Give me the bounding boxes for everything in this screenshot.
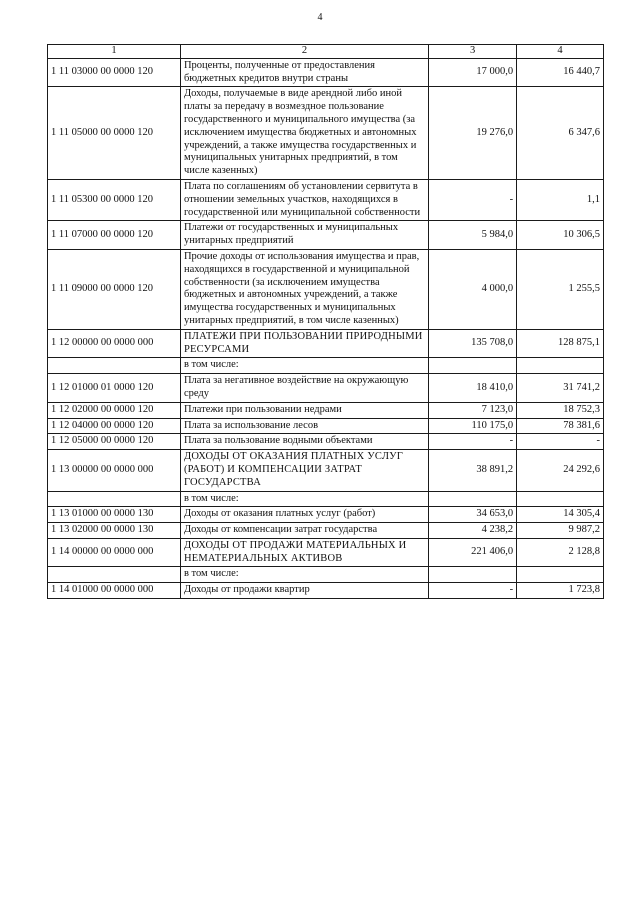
planned-amount-cell: 135 708,0 bbox=[429, 329, 517, 358]
planned-amount-cell: - bbox=[429, 179, 517, 220]
table-row bbox=[48, 179, 604, 220]
planned-amount-cell: 38 891,2 bbox=[429, 450, 517, 491]
column-header-1: 1 bbox=[48, 45, 181, 59]
actual-amount-cell: - bbox=[517, 434, 604, 450]
table-row bbox=[48, 523, 604, 539]
budget-code-cell bbox=[48, 567, 181, 583]
actual-amount-cell: 6 347,6 bbox=[517, 87, 604, 180]
revenue-name-cell: в том числе: bbox=[180, 358, 428, 374]
actual-amount-cell: 1,1 bbox=[517, 179, 604, 220]
budget-code-cell: 1 11 05000 00 0000 120 bbox=[48, 87, 181, 180]
table-body bbox=[48, 58, 604, 598]
planned-amount-cell bbox=[429, 491, 517, 507]
actual-amount-cell: 2 128,8 bbox=[517, 538, 604, 567]
revenue-name-cell: Плата за использование лесов bbox=[180, 418, 428, 434]
budget-code-cell: 1 11 07000 00 0000 120 bbox=[48, 221, 181, 250]
actual-amount-cell: 9 987,2 bbox=[517, 523, 604, 539]
actual-amount-cell: 24 292,6 bbox=[517, 450, 604, 491]
budget-code-cell: 1 11 05300 00 0000 120 bbox=[48, 179, 181, 220]
table-row bbox=[48, 583, 604, 599]
planned-amount-cell bbox=[429, 358, 517, 374]
budget-code-cell: 1 13 00000 00 0000 000 bbox=[48, 450, 181, 491]
budget-code-cell: 1 12 04000 00 0000 120 bbox=[48, 418, 181, 434]
budget-code-cell bbox=[48, 491, 181, 507]
actual-amount-cell bbox=[517, 567, 604, 583]
table-row bbox=[48, 329, 604, 358]
table-row bbox=[48, 418, 604, 434]
budget-code-cell bbox=[48, 358, 181, 374]
revenue-name-cell: Прочие доходы от использования имущества и прав, находящихся в государственной и муниципальной собственности (за исключением имущества бюджетных и автономных учреждений, а также имущества государственных и муниципальных унитарных предприятий, в том числе казенных) bbox=[180, 249, 428, 329]
actual-amount-cell: 10 306,5 bbox=[517, 221, 604, 250]
planned-amount-cell: - bbox=[429, 434, 517, 450]
revenue-name-cell: в том числе: bbox=[180, 567, 428, 583]
budget-code-cell: 1 12 02000 00 0000 120 bbox=[48, 402, 181, 418]
actual-amount-cell: 18 752,3 bbox=[517, 402, 604, 418]
planned-amount-cell: 7 123,0 bbox=[429, 402, 517, 418]
planned-amount-cell: 19 276,0 bbox=[429, 87, 517, 180]
budget-code-cell: 1 14 00000 00 0000 000 bbox=[48, 538, 181, 567]
revenue-name-cell: Платежи от государственных и муниципальных унитарных предприятий bbox=[180, 221, 428, 250]
table-row bbox=[48, 567, 604, 583]
revenue-name-cell: ПЛАТЕЖИ ПРИ ПОЛЬЗОВАНИИ ПРИРОДНЫМИ РЕСУРСАМИ bbox=[180, 329, 428, 358]
table-row bbox=[48, 358, 604, 374]
planned-amount-cell: 34 653,0 bbox=[429, 507, 517, 523]
table-row bbox=[48, 507, 604, 523]
table-row bbox=[48, 402, 604, 418]
budget-code-cell: 1 11 09000 00 0000 120 bbox=[48, 249, 181, 329]
revenue-name-cell: Плата за пользование водными объектами bbox=[180, 434, 428, 450]
column-header-3: 3 bbox=[429, 45, 517, 59]
planned-amount-cell bbox=[429, 567, 517, 583]
actual-amount-cell bbox=[517, 358, 604, 374]
column-number-row bbox=[48, 45, 604, 59]
budget-code-cell: 1 13 01000 00 0000 130 bbox=[48, 507, 181, 523]
budget-code-cell: 1 12 01000 01 0000 120 bbox=[48, 374, 181, 403]
revenue-name-cell: ДОХОДЫ ОТ ПРОДАЖИ МАТЕРИАЛЬНЫХ И НЕМАТЕРИАЛЬНЫХ АКТИВОВ bbox=[180, 538, 428, 567]
actual-amount-cell: 14 305,4 bbox=[517, 507, 604, 523]
table-row bbox=[48, 221, 604, 250]
column-header-4: 4 bbox=[517, 45, 604, 59]
planned-amount-cell: 110 175,0 bbox=[429, 418, 517, 434]
budget-code-cell: 1 12 05000 00 0000 120 bbox=[48, 434, 181, 450]
actual-amount-cell: 1 255,5 bbox=[517, 249, 604, 329]
actual-amount-cell: 1 723,8 bbox=[517, 583, 604, 599]
page-number: 4 bbox=[317, 12, 323, 23]
actual-amount-cell: 128 875,1 bbox=[517, 329, 604, 358]
revenue-name-cell: Доходы от оказания платных услуг (работ) bbox=[180, 507, 428, 523]
revenue-name-cell: Проценты, полученные от предоставления бюджетных кредитов внутри страны bbox=[180, 58, 428, 87]
planned-amount-cell: 4 238,2 bbox=[429, 523, 517, 539]
planned-amount-cell: 4 000,0 bbox=[429, 249, 517, 329]
table-row bbox=[48, 249, 604, 329]
budget-code-cell: 1 14 01000 00 0000 000 bbox=[48, 583, 181, 599]
revenue-name-cell: Доходы, получаемые в виде арендной либо иной платы за передачу в возмездное пользование государственного и муниципального имущества (за исключением имущества бюджетных и автономных учреждений, а также имущества государственных и муниципальных унитарных предприятий, в том числе казенных) bbox=[180, 87, 428, 180]
revenue-name-cell: в том числе: bbox=[180, 491, 428, 507]
table-row bbox=[48, 87, 604, 180]
budget-code-cell: 1 13 02000 00 0000 130 bbox=[48, 523, 181, 539]
table-row bbox=[48, 538, 604, 567]
actual-amount-cell: 31 741,2 bbox=[517, 374, 604, 403]
column-header-2: 2 bbox=[180, 45, 428, 59]
revenue-name-cell: Доходы от компенсации затрат государства bbox=[180, 523, 428, 539]
revenue-table bbox=[47, 44, 604, 599]
planned-amount-cell: 5 984,0 bbox=[429, 221, 517, 250]
planned-amount-cell: 221 406,0 bbox=[429, 538, 517, 567]
table-row bbox=[48, 491, 604, 507]
actual-amount-cell: 16 440,7 bbox=[517, 58, 604, 87]
planned-amount-cell: 18 410,0 bbox=[429, 374, 517, 403]
actual-amount-cell: 78 381,6 bbox=[517, 418, 604, 434]
table-row bbox=[48, 450, 604, 491]
actual-amount-cell bbox=[517, 491, 604, 507]
planned-amount-cell: 17 000,0 bbox=[429, 58, 517, 87]
revenue-name-cell: ДОХОДЫ ОТ ОКАЗАНИЯ ПЛАТНЫХ УСЛУГ (РАБОТ) И КОМПЕНСАЦИИ ЗАТРАТ ГОСУДАРСТВА bbox=[180, 450, 428, 491]
table-row bbox=[48, 434, 604, 450]
revenue-name-cell: Плата по соглашениям об установлении сервитута в отношении земельных участков, находящихся в государственной или муниципальной собственности bbox=[180, 179, 428, 220]
revenue-name-cell: Платежи при пользовании недрами bbox=[180, 402, 428, 418]
revenue-name-cell: Доходы от продажи квартир bbox=[180, 583, 428, 599]
budget-code-cell: 1 11 03000 00 0000 120 bbox=[48, 58, 181, 87]
planned-amount-cell: - bbox=[429, 583, 517, 599]
revenue-name-cell: Плата за негативное воздействие на окружающую среду bbox=[180, 374, 428, 403]
table-row bbox=[48, 374, 604, 403]
budget-code-cell: 1 12 00000 00 0000 000 bbox=[48, 329, 181, 358]
table-row bbox=[48, 58, 604, 87]
